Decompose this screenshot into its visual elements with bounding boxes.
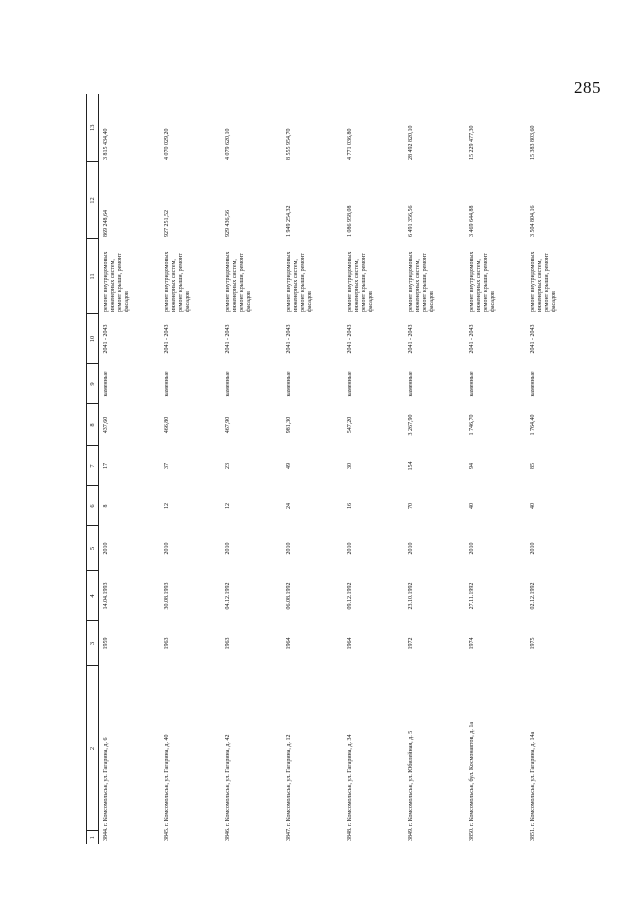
- column-12-cell: 869 248,64: [103, 210, 109, 237]
- row-number: 3845.: [164, 827, 170, 841]
- material-cell: каменные: [469, 371, 475, 397]
- area-cell: 466,80: [164, 416, 170, 434]
- row-number: 3850.: [469, 827, 475, 841]
- year-cell: 2010: [347, 542, 353, 555]
- table-row: [221, 94, 282, 844]
- column-7-cell: 17: [103, 463, 109, 469]
- works-cell: ремонт внутридомовых инженерных систем, ремонт крыши, ремонт фасадов: [408, 251, 435, 312]
- page-number: 285: [574, 78, 601, 97]
- column-6-cell: 12: [164, 503, 170, 509]
- period-cell: 2041 - 2043: [347, 324, 353, 354]
- capital-repair-table: [86, 94, 587, 844]
- address-cell: [160, 666, 221, 844]
- column-header: 5: [87, 526, 99, 571]
- material-cell: каменные: [225, 371, 231, 397]
- date-cell: 02.12.1992: [530, 582, 536, 610]
- year-cell: 2010: [530, 542, 536, 555]
- area-cell: 437,60: [103, 416, 109, 434]
- address-cell: [282, 666, 343, 844]
- address: г. Комсомольськ, ул. Гагарина, д. 40: [164, 734, 170, 826]
- material-cell: каменные: [164, 371, 170, 397]
- period-cell: 2041 - 2043: [469, 324, 475, 354]
- column-header: 9: [87, 364, 99, 404]
- row-number: 3844.: [103, 827, 109, 841]
- period-cell: 2041 - 2043: [286, 324, 292, 354]
- address-cell: [526, 666, 587, 844]
- column-header: 13: [87, 94, 99, 162]
- area-cell: 1 746,70: [469, 414, 475, 436]
- column-7-cell: 49: [286, 463, 292, 469]
- column-13-cell: 15 383 803,60: [530, 125, 536, 160]
- table-row: [160, 94, 221, 844]
- column-12-cell: 929 436,56: [225, 210, 231, 237]
- column-header: 8: [87, 404, 99, 446]
- material-cell: каменные: [530, 371, 536, 397]
- column-6-cell: 70: [408, 503, 414, 509]
- period-cell: 2041 - 2043: [530, 324, 536, 354]
- column-header: 11: [87, 239, 99, 314]
- column-12-cell: 1 949 254,32: [286, 205, 292, 237]
- area-cell: 3 267,90: [408, 414, 414, 436]
- date-cell: 04.12.1992: [225, 582, 231, 610]
- date-cell: 09.12.1992: [347, 582, 353, 610]
- column-12-cell: 1 086 958,08: [347, 205, 353, 237]
- column-6-cell: 16: [347, 503, 353, 509]
- address: г. Комсомольськ, ул. Гагарина, д. 6: [103, 737, 109, 826]
- works-cell: ремонт внутридомовых инженерных систем, ремонт крыши, ремонт фасадов: [164, 251, 191, 312]
- column-6-cell: 40: [530, 503, 536, 509]
- column-7-cell: 23: [225, 463, 231, 469]
- row-number: 3849.: [408, 827, 414, 841]
- address: г. Комсомольськ, ул. Гагарина, д. 34: [347, 734, 353, 826]
- year-built-cell: 1974: [469, 637, 475, 650]
- address-cell: [343, 666, 404, 844]
- column-7-cell: 94: [469, 463, 475, 469]
- year-built-cell: 1963: [225, 637, 231, 650]
- table-row: [282, 94, 343, 844]
- works-cell: ремонт внутридомовых инженерных систем, ремонт крыши, ремонт фасадов: [347, 251, 374, 312]
- column-13-cell: 3 815 434,40: [103, 128, 109, 160]
- address: г. Комсомольськ, ул. Гагарина, д. 12: [286, 734, 292, 826]
- column-7-cell: 85: [530, 463, 536, 469]
- year-built-cell: 1964: [286, 637, 292, 650]
- column-6-cell: 24: [286, 503, 292, 509]
- year-cell: 2010: [286, 542, 292, 555]
- column-13-cell: 28 492 820,10: [408, 125, 414, 160]
- year-built-cell: 1975: [530, 637, 536, 650]
- period-cell: 2041 - 2043: [408, 324, 414, 354]
- column-13-cell: 4 079 620,10: [225, 128, 231, 160]
- date-cell: 23.10.1992: [408, 582, 414, 610]
- address: г. Комсомольськ, ул. Гагарина, д. 42: [225, 734, 231, 826]
- table-row: [404, 94, 465, 844]
- year-built-cell: 1963: [164, 637, 170, 650]
- area-cell: 547,20: [347, 416, 353, 434]
- year-built-cell: 1972: [408, 637, 414, 650]
- column-12-cell: 927 251,52: [164, 210, 170, 237]
- row-number: 3847.: [286, 827, 292, 841]
- works-cell: ремонт внутридомовых инженерных систем, ремонт крыши, ремонт фасадов: [225, 251, 252, 312]
- row-number: 3851.: [530, 827, 536, 841]
- column-7-cell: 37: [164, 463, 170, 469]
- column-header: 2: [87, 666, 99, 831]
- year-cell: 2010: [164, 542, 170, 555]
- date-cell: 06.08.1992: [286, 582, 292, 610]
- column-header: 6: [87, 486, 99, 526]
- area-cell: 981,30: [286, 416, 292, 434]
- table-row: [343, 94, 404, 844]
- column-header: 1: [87, 831, 99, 844]
- column-header: 7: [87, 446, 99, 486]
- column-6-cell: 8: [103, 504, 109, 508]
- year-built-cell: 1959: [103, 637, 109, 650]
- period-cell: 2041 - 2043: [225, 324, 231, 354]
- period-cell: 2041 - 2043: [103, 324, 109, 354]
- row-number: 3848.: [347, 827, 353, 841]
- column-header: 4: [87, 571, 99, 621]
- column-7-cell: 154: [408, 461, 414, 471]
- works-cell: ремонт внутридомовых инженерных систем, ремонт крыши, ремонт фасадов: [469, 251, 496, 312]
- address-cell: [404, 666, 465, 844]
- address: г. Комсомольськ, бул. Космонавтов, д. 1а: [469, 722, 475, 826]
- column-12-cell: 3 469 644,88: [469, 205, 475, 237]
- date-cell: 14.04.1993: [103, 582, 109, 610]
- address-cell: [221, 666, 282, 844]
- column-12-cell: 6 491 356,56: [408, 205, 414, 237]
- period-cell: 2041 - 2043: [164, 324, 170, 354]
- works-cell: ремонт внутридомовых инженерных систем, ремонт крыши, ремонт фасадов: [530, 251, 557, 312]
- year-cell: 2010: [469, 542, 475, 555]
- material-cell: каменные: [103, 371, 109, 397]
- column-header: 3: [87, 621, 99, 666]
- material-cell: каменные: [408, 371, 414, 397]
- address: г. Комсомольськ, ул. Гагарина, д. 14а: [530, 731, 536, 826]
- address-cell: [465, 666, 526, 844]
- table-row: [99, 94, 161, 844]
- column-13-cell: 8 555 954,70: [286, 128, 292, 160]
- column-12-cell: 3 504 804,16: [530, 205, 536, 237]
- column-header: 10: [87, 314, 99, 364]
- works-cell: ремонт внутридомовых инженерных систем, ремонт крыши, ремонт фасадов: [286, 251, 313, 312]
- material-cell: каменные: [347, 371, 353, 397]
- table-row: [465, 94, 526, 844]
- column-13-cell: 4 771 036,80: [347, 128, 353, 160]
- area-cell: 1 764,40: [530, 414, 536, 436]
- column-header: 12: [87, 162, 99, 239]
- column-6-cell: 12: [225, 503, 231, 509]
- row-number: 3846.: [225, 827, 231, 841]
- address-cell: [99, 666, 161, 844]
- year-built-cell: 1964: [347, 637, 353, 650]
- date-cell: 27.11.1992: [469, 582, 475, 610]
- year-cell: 2010: [103, 542, 109, 555]
- column-13-cell: 4 070 029,20: [164, 128, 170, 160]
- address: г. Комсомольськ, ул. Юбилейная, д. 5: [408, 730, 414, 826]
- material-cell: каменные: [286, 371, 292, 397]
- year-cell: 2010: [408, 542, 414, 555]
- column-13-cell: 15 229 477,30: [469, 125, 475, 160]
- column-6-cell: 40: [469, 503, 475, 509]
- year-cell: 2010: [225, 542, 231, 555]
- table-header-row: [87, 94, 99, 844]
- table-row: [526, 94, 587, 844]
- area-cell: 467,90: [225, 416, 231, 434]
- works-cell: ремонт внутридомовых инженерных систем, ремонт крыши, ремонт фасадов: [103, 251, 130, 312]
- date-cell: 30.08.1993: [164, 582, 170, 610]
- rotated-table-frame: [86, 94, 557, 844]
- column-7-cell: 30: [347, 463, 353, 469]
